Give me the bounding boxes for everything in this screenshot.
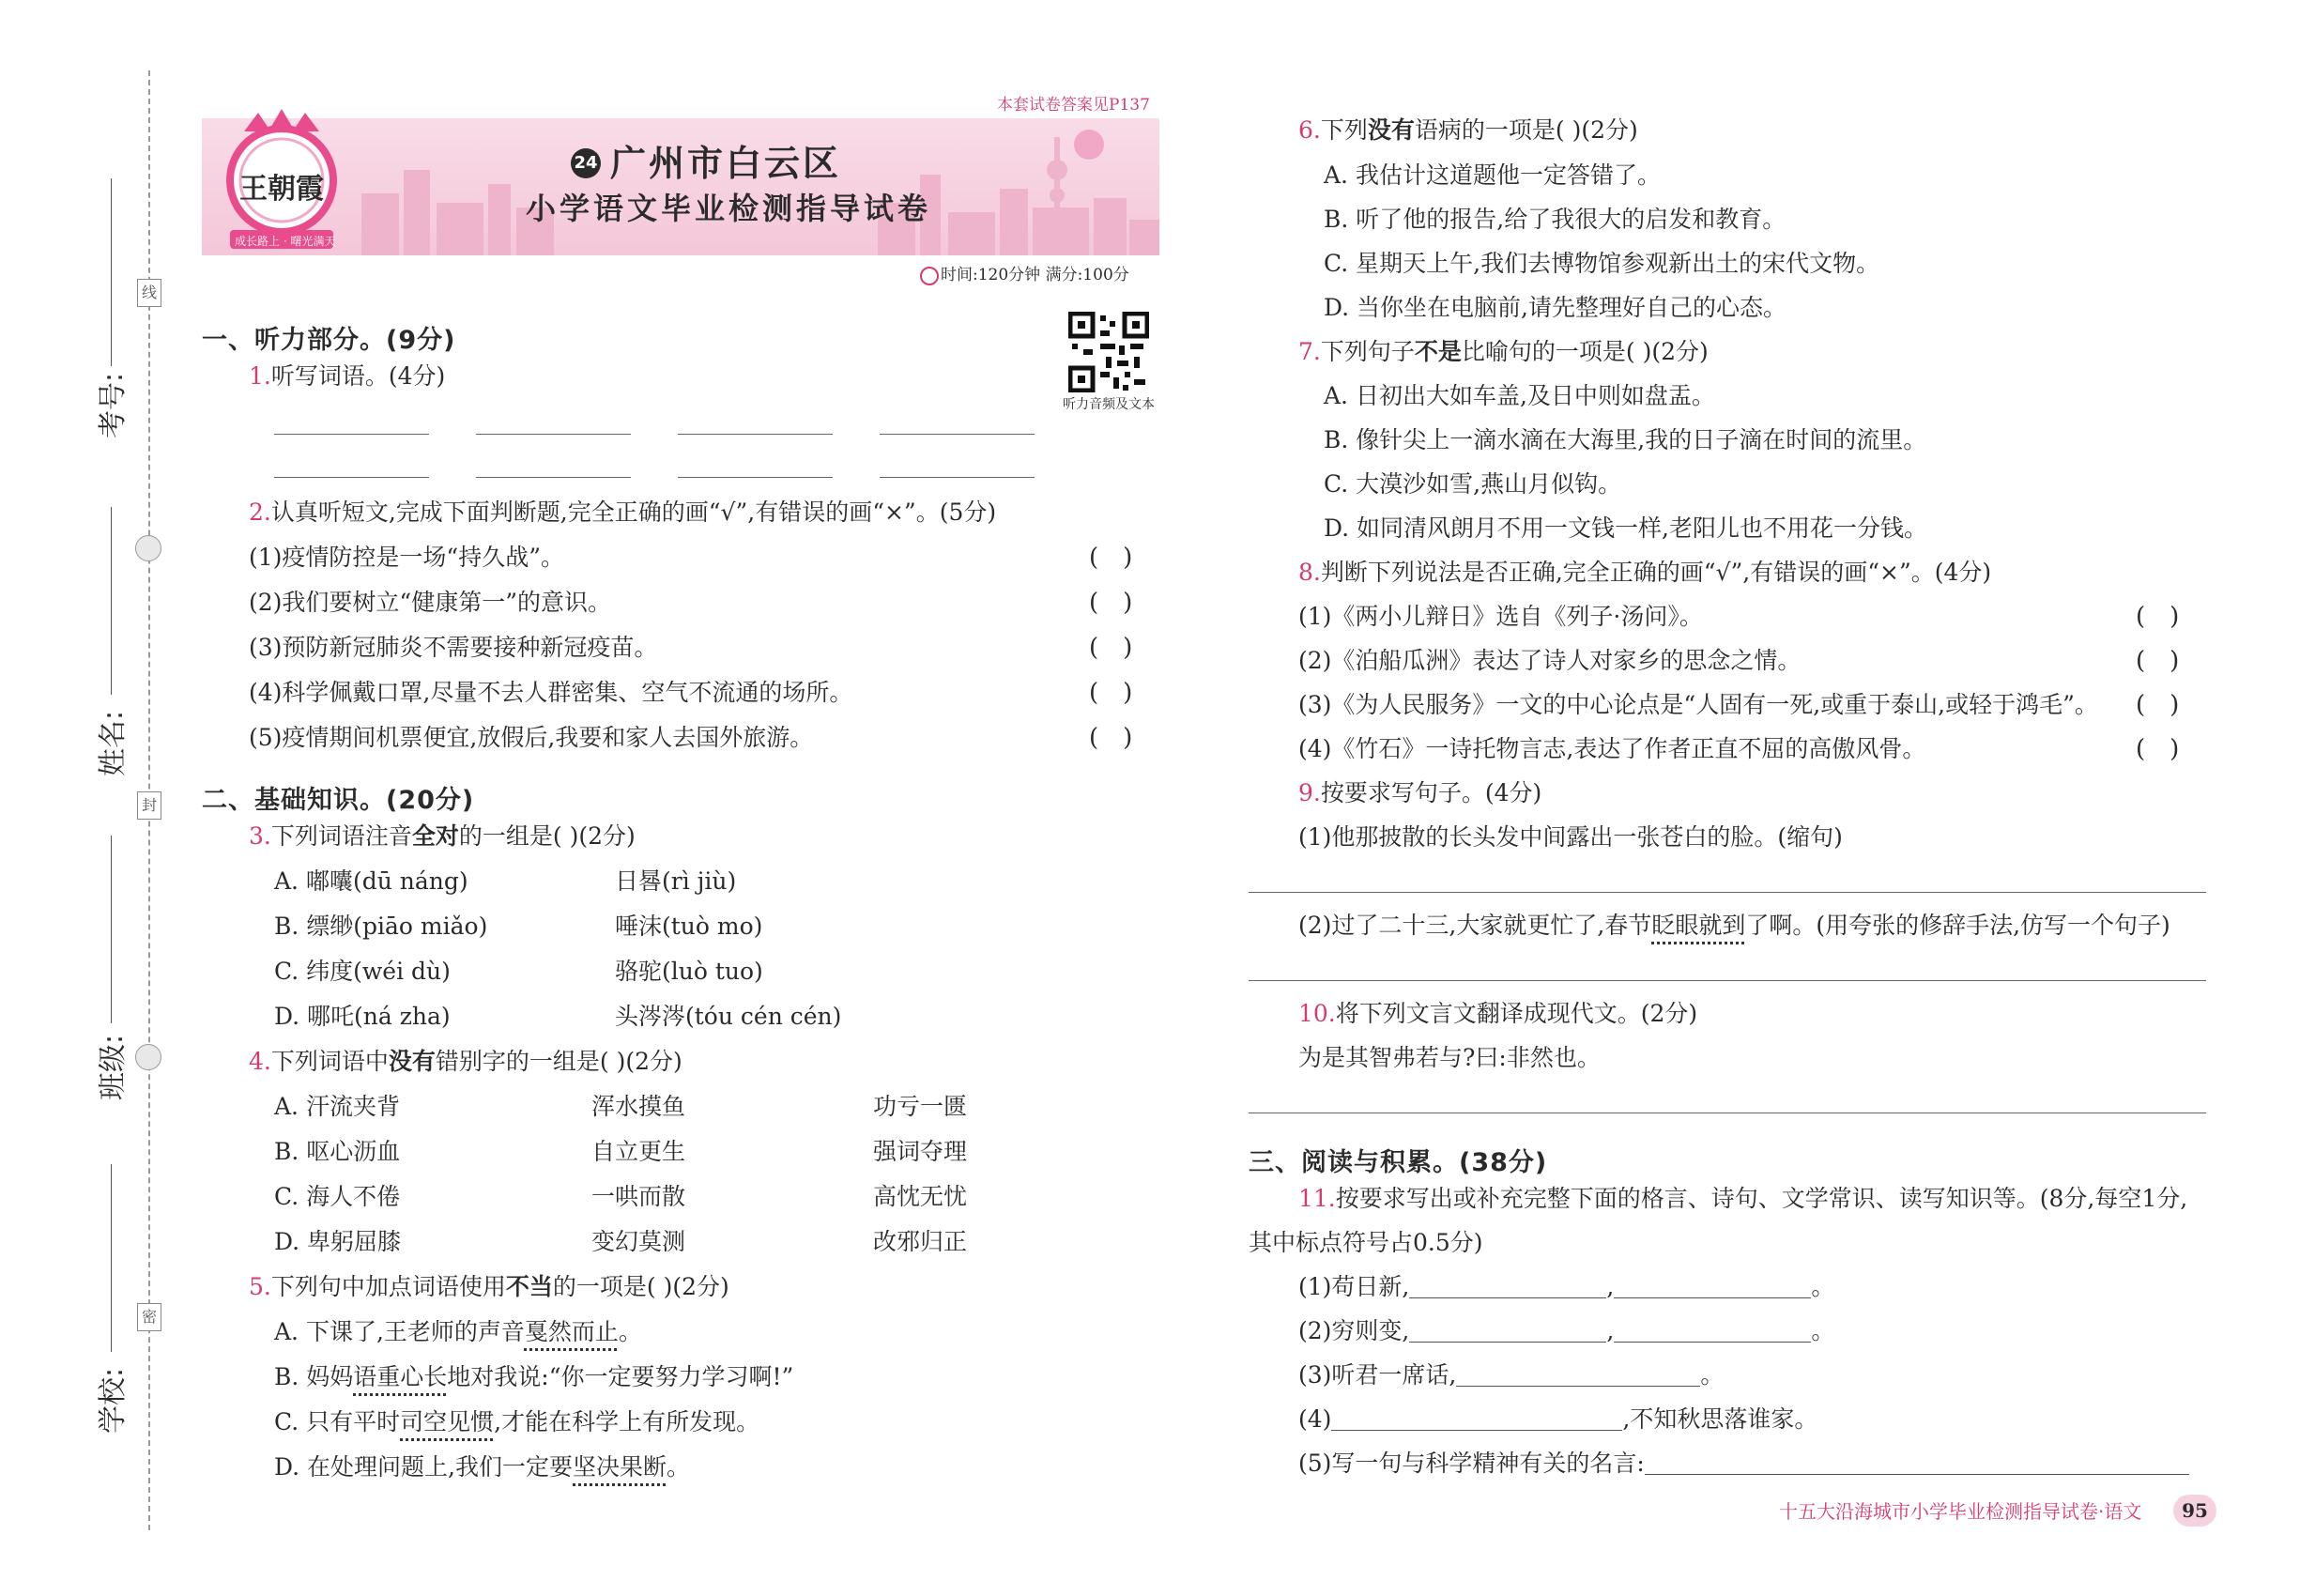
question-2: 2.认真听短文,完成下面判断题,完全正确的画“√”,有错误的画“×”。(5分) <box>249 499 997 526</box>
question-6: 6.下列没有语病的一项是( )(2分) <box>1298 116 1638 144</box>
fill-blank[interactable] <box>1614 1321 1811 1343</box>
option: 头涔涔(tóu cén cén) <box>615 1003 842 1030</box>
clock-icon <box>920 267 939 285</box>
binding-mark-mi: 密 <box>137 1303 161 1331</box>
judge-item: (1)《两小儿辩日》选自《列子·汤问》。 <box>1298 603 1703 630</box>
option: B. 缥缈(piāo miǎo) <box>274 913 488 940</box>
classical-text: 为是其智弗若与?曰:非然也。 <box>1298 1044 1601 1071</box>
option: 一哄而散 <box>591 1183 686 1210</box>
fill-blank[interactable] <box>1456 1365 1700 1387</box>
exam-title: 广州市白云区 <box>610 143 842 184</box>
question-8: 8.判断下列说法是否正确,完全正确的画“√”,有错误的画“×”。(4分) <box>1298 559 1992 586</box>
option: 功亏一匮 <box>873 1093 968 1120</box>
answer-paren[interactable]: () <box>1089 589 1158 617</box>
question-11: 11.按要求写出或补充完整下面的格言、诗句、文学常识、读写知识等。(8分,每空1分, <box>1298 1185 2188 1212</box>
dictation-blank[interactable] <box>476 434 631 435</box>
question-4: 4.下列词语中没有错别字的一组是( )(2分) <box>249 1048 682 1075</box>
option: A. 嘟囔(dū náng) <box>274 867 468 895</box>
answer-paren[interactable]: () <box>1089 634 1158 662</box>
sentence-task: (2)过了二十三,大家就更忙了,春节眨眼就到了啊。(用夸张的修辞手法,仿写一个句子) <box>1298 912 2170 939</box>
option: B. 像针尖上一滴水滴在大海里,我的日子滴在时间的流里。 <box>1324 426 1927 453</box>
judge-item: (3)《为人民服务》一文的中心论点是“人固有一死,或重于泰山,或轻于鸿毛”。 <box>1298 691 2098 718</box>
dictation-blank[interactable] <box>880 434 1035 435</box>
option: C. 大漠沙如雪,燕山月似钩。 <box>1324 470 1622 498</box>
fill-blank[interactable] <box>1409 1277 1606 1298</box>
option: 自立更生 <box>591 1138 686 1165</box>
option: A. 下课了,王老师的声音戛然而止。 <box>274 1318 642 1345</box>
dictation-blank[interactable] <box>476 477 631 478</box>
option: C. 只有平时司空见惯,才能在科学上有所发现。 <box>274 1408 760 1435</box>
option: C. 纬度(wéi dù) <box>274 958 451 985</box>
footer-title: 十五大沿海城市小学毕业检测指导试卷·语文 <box>1779 1500 2142 1523</box>
option: A. 汗流夹背 <box>274 1093 400 1120</box>
dictation-blank[interactable] <box>880 477 1035 478</box>
answer-paren[interactable]: () <box>2136 691 2204 719</box>
answer-paren[interactable]: () <box>2136 647 2204 675</box>
answer-paren[interactable]: () <box>2136 735 2204 763</box>
question-9: 9.按要求写句子。(4分) <box>1298 779 1542 806</box>
option: 改邪归正 <box>873 1228 968 1255</box>
answer-paren[interactable]: () <box>2136 603 2204 631</box>
answer-paren[interactable]: () <box>1089 724 1158 752</box>
option: 浑水摸鱼 <box>591 1093 686 1120</box>
fill-blank[interactable] <box>1331 1409 1622 1431</box>
option: 强词夺理 <box>873 1138 968 1165</box>
fill-item: (2)穷则变, , 。 <box>1298 1317 1835 1344</box>
brand-logo-text: 王朝霞 <box>239 173 324 206</box>
brand-logo-slogan: 成长路上 · 曙光满天 <box>235 235 336 248</box>
fill-item: (1)苟日新, , 。 <box>1298 1273 1835 1300</box>
fill-item: (4) ,不知秋思落谁家。 <box>1298 1405 1818 1433</box>
question-10: 10.将下列文言文翻译成现代文。(2分) <box>1298 1000 1698 1027</box>
dictation-blank[interactable] <box>274 477 429 478</box>
section-3-heading: 三、阅读与积累。(38分) <box>1249 1148 1548 1177</box>
judge-item: (3)预防新冠肺炎不需要接种新冠疫苗。 <box>249 634 658 661</box>
fill-item: (5)写一句与科学精神有关的名言: <box>1298 1451 2189 1475</box>
sentence-task: (1)他那披散的长头发中间露出一张苍白的脸。(缩句) <box>1298 823 1843 851</box>
fill-item: (3)听君一席话, 。 <box>1298 1361 1725 1389</box>
qr-code-icon[interactable] <box>1068 312 1149 392</box>
question-7: 7.下列句子不是比喻句的一项是( )(2分) <box>1298 338 1709 365</box>
time-score-info: 时间:120分钟 满分:100分 <box>941 266 1129 284</box>
answer-reference: 本套试卷答案见P137 <box>997 96 1150 115</box>
option: 唾沫(tuò mo) <box>615 913 763 940</box>
judge-item: (5)疫情期间机票便宜,放假后,我要和家人去国外旅游。 <box>249 724 814 751</box>
option: C. 星期天上午,我们去博物馆参观新出土的宋代文物。 <box>1324 250 1880 277</box>
question-5: 5.下列句中加点词语使用不当的一项是( )(2分) <box>249 1273 729 1300</box>
answer-paren[interactable]: () <box>1089 679 1158 707</box>
brand-logo <box>211 105 352 255</box>
dictation-blank[interactable] <box>678 477 833 478</box>
option: 日晷(rì jiù) <box>615 867 737 895</box>
judge-item: (2)我们要树立“健康第一”的意识。 <box>249 589 611 616</box>
class-line <box>111 836 112 1023</box>
page-number: 95 <box>2173 1495 2216 1527</box>
binding-hole-icon <box>135 535 161 561</box>
question-11-cont: 其中标点符号占0.5分) <box>1249 1229 1483 1256</box>
binding-mark-xian: 线 <box>137 279 161 307</box>
answer-line[interactable] <box>1249 892 2206 893</box>
fill-blank[interactable] <box>1409 1321 1606 1343</box>
school-line <box>111 1164 112 1352</box>
binding-mark-feng: 封 <box>137 791 161 820</box>
question-1: 1.听写词语。(4分) <box>249 362 446 390</box>
fill-blank[interactable] <box>1614 1277 1811 1298</box>
option: D. 在处理问题上,我们一定要坚决果断。 <box>274 1453 691 1481</box>
qr-caption: 听力音频及文本 <box>1063 397 1155 412</box>
question-3: 3.下列词语注音全对的一组是( )(2分) <box>249 822 636 850</box>
name-label: 姓名: <box>97 710 130 777</box>
dictation-blank[interactable] <box>274 434 429 435</box>
option: A. 日初出大如车盖,及日中则如盘盂。 <box>1324 382 1715 409</box>
class-label: 班级: <box>97 1034 130 1101</box>
exam-number-line <box>111 178 112 366</box>
exam-number-badge: 24 <box>571 148 601 178</box>
exam-number-label: 考号: <box>97 372 130 439</box>
option: A. 我估计这道题他一定答错了。 <box>1324 161 1661 189</box>
option: C. 海人不倦 <box>274 1183 401 1210</box>
option: 高忱无忧 <box>873 1183 968 1210</box>
option: 骆驼(luò tuo) <box>615 958 763 985</box>
judge-item: (1)疫情防控是一场“持久战”。 <box>249 544 564 571</box>
option: B. 妈妈语重心长地对我说:“你一定要努力学习啊!” <box>274 1363 794 1390</box>
option: D. 哪吒(ná zha) <box>274 1003 451 1030</box>
option: 变幻莫测 <box>591 1228 686 1255</box>
name-line <box>111 507 112 695</box>
option: D. 当你坐在电脑前,请先整理好自己的心态。 <box>1324 294 1786 321</box>
option: B. 呕心沥血 <box>274 1138 401 1165</box>
judge-item: (2)《泊船瓜洲》表达了诗人对家乡的思念之情。 <box>1298 647 1802 674</box>
school-label: 学校: <box>97 1367 130 1435</box>
judge-item: (4)《竹石》一诗托物言志,表达了作者正直不屈的高傲风骨。 <box>1298 735 1926 762</box>
fill-blank[interactable] <box>1645 1453 2189 1475</box>
exam-subtitle: 小学语文毕业检测指导试卷 <box>526 191 932 226</box>
judge-item: (4)科学佩戴口罩,尽量不去人群密集、空气不流通的场所。 <box>249 679 853 706</box>
option: B. 听了他的报告,给了我很大的启发和教育。 <box>1324 206 1786 233</box>
section-2-heading: 二、基础知识。(20分) <box>202 786 475 815</box>
option: D. 如同清风朗月不用一文钱一样,老阳儿也不用花一分钱。 <box>1324 514 1927 542</box>
binding-hole-icon <box>135 1044 161 1070</box>
section-1-heading: 一、听力部分。(9分) <box>202 326 456 355</box>
option: D. 卑躬屈膝 <box>274 1228 402 1255</box>
answer-paren[interactable]: () <box>1089 544 1158 572</box>
dictation-blank[interactable] <box>678 434 833 435</box>
answer-line[interactable] <box>1249 980 2206 981</box>
